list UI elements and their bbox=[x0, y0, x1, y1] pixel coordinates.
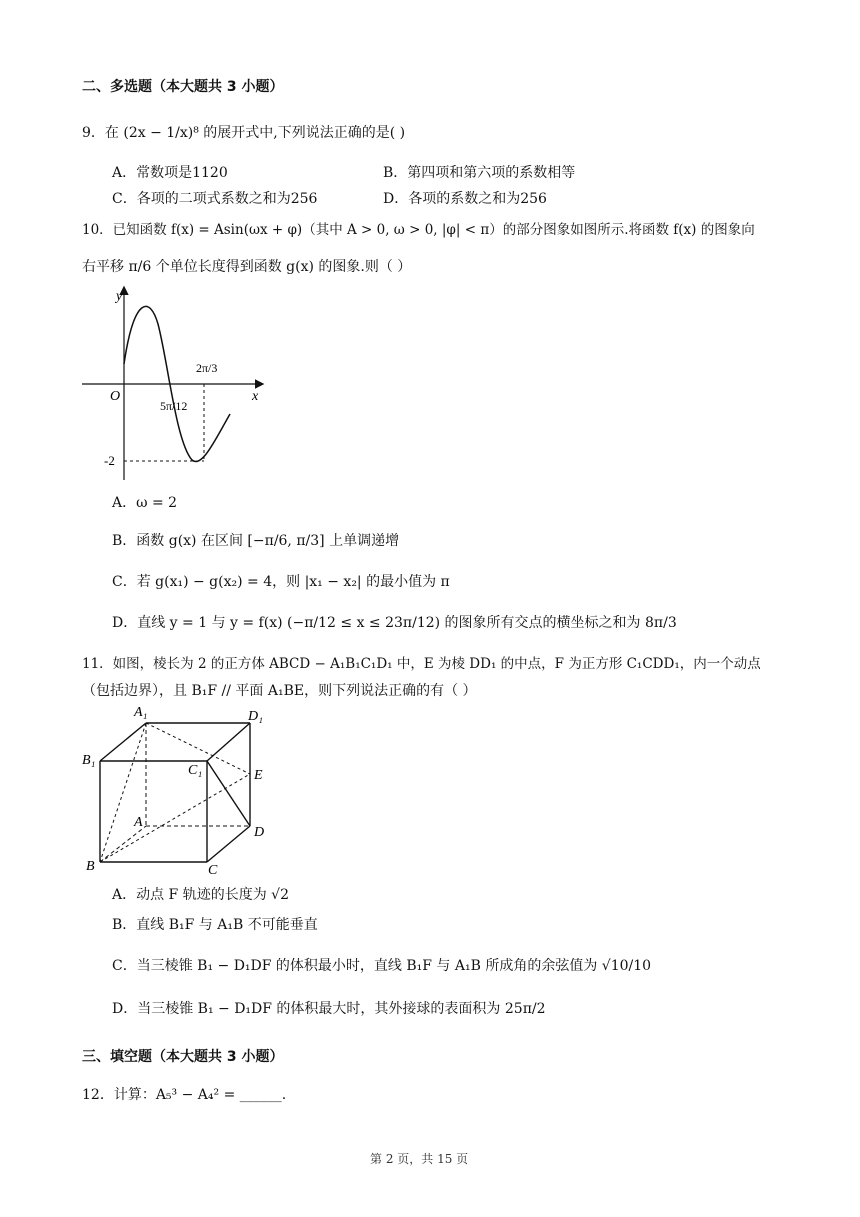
q10-option-d: D．直线 y = 1 与 y = f(x) (−π/12 ≤ x ≤ 23π/12) 的图象所有交点的横坐标之和为 8π/3 bbox=[112, 615, 677, 631]
question-11-stem-line2: （包括边界），且 B₁F // 平面 A₁BE，则下列说法正确的有（ ） bbox=[82, 683, 477, 699]
question-10-stem-line1: 10．已知函数 f(x) = Asin(ωx + φ)（其中 A > 0, ω > 0, |φ| < π）的部分图象如图所示.将函数 f(x) 的图象向 bbox=[82, 222, 755, 238]
label-c: C bbox=[208, 863, 218, 878]
label-b1: B₁ bbox=[82, 753, 96, 768]
tick-label-5pi12: 5π/12 bbox=[160, 399, 188, 413]
question-12-stem: 12．计算：A₅³ − A₄² = ______. bbox=[82, 1087, 287, 1103]
q9-option-a: A．常数项是1120 bbox=[112, 165, 228, 181]
q11-option-d: D．当三棱锥 B₁ − D₁DF 的体积最大时，其外接球的表面积为 25π/2 bbox=[112, 1001, 546, 1017]
q9-option-d: D．各项的系数之和为256 bbox=[383, 191, 547, 207]
question-9-stem: 9．在 (2x − 1/x)⁸ 的展开式中,下列说法正确的是( ) bbox=[82, 125, 406, 141]
q10-option-a: A．ω = 2 bbox=[112, 495, 178, 511]
tick-label-2pi3: 2π/3 bbox=[196, 361, 218, 375]
label-e: E bbox=[254, 768, 263, 783]
label-d1: D₁ bbox=[248, 709, 263, 724]
origin-label: O bbox=[110, 389, 121, 404]
cube-figure bbox=[78, 702, 278, 882]
sine-graph-figure bbox=[80, 282, 270, 482]
q11-option-a: A．动点 F 轨迹的长度为 √2 bbox=[112, 887, 290, 903]
section-heading-multi-choice: 二、多选题（本大题共 3 小题） bbox=[82, 79, 284, 95]
q11-option-b: B．直线 B₁F 与 A₁B 不可能垂直 bbox=[112, 917, 318, 933]
q9-option-b: B．第四项和第六项的系数相等 bbox=[383, 165, 576, 181]
label-a: A bbox=[134, 815, 143, 830]
page-footer: 第 2 页，共 15 页 bbox=[370, 1152, 469, 1166]
section-heading-fill-blank: 三、填空题（本大题共 3 小题） bbox=[82, 1049, 284, 1065]
label-c1: C₁ bbox=[188, 763, 203, 778]
label-d: D bbox=[254, 825, 265, 840]
min-value-label: -2 bbox=[104, 453, 115, 468]
label-b: B bbox=[86, 859, 95, 874]
question-11-stem-line1: 11．如图，棱长为 2 的正方体 ABCD − A₁B₁C₁D₁ 中，E 为棱 DD₁ 的中点，F 为正方形 C₁CDD₁，内一个动点 bbox=[82, 656, 761, 672]
q11-option-c: C．当三棱锥 B₁ − D₁DF 的体积最小时，直线 B₁F 与 A₁B 所成角的余弦值为 √10/10 bbox=[112, 958, 652, 974]
label-a1: A₁ bbox=[134, 705, 148, 720]
question-10-stem-line2: 右平移 π/6 个单位长度得到函数 g(x) 的图象.则（ ） bbox=[82, 259, 412, 275]
q9-option-c: C．各项的二项式系数之和为256 bbox=[112, 191, 318, 207]
x-axis-label: x bbox=[252, 389, 259, 404]
q10-option-c: C．若 g(x₁) − g(x₂) = 4，则 |x₁ − x₂| 的最小值为 π bbox=[112, 574, 450, 590]
y-axis-label: y bbox=[116, 289, 123, 304]
q10-option-b: B．函数 g(x) 在区间 [−π/6, π/3] 上单调递增 bbox=[112, 533, 400, 549]
